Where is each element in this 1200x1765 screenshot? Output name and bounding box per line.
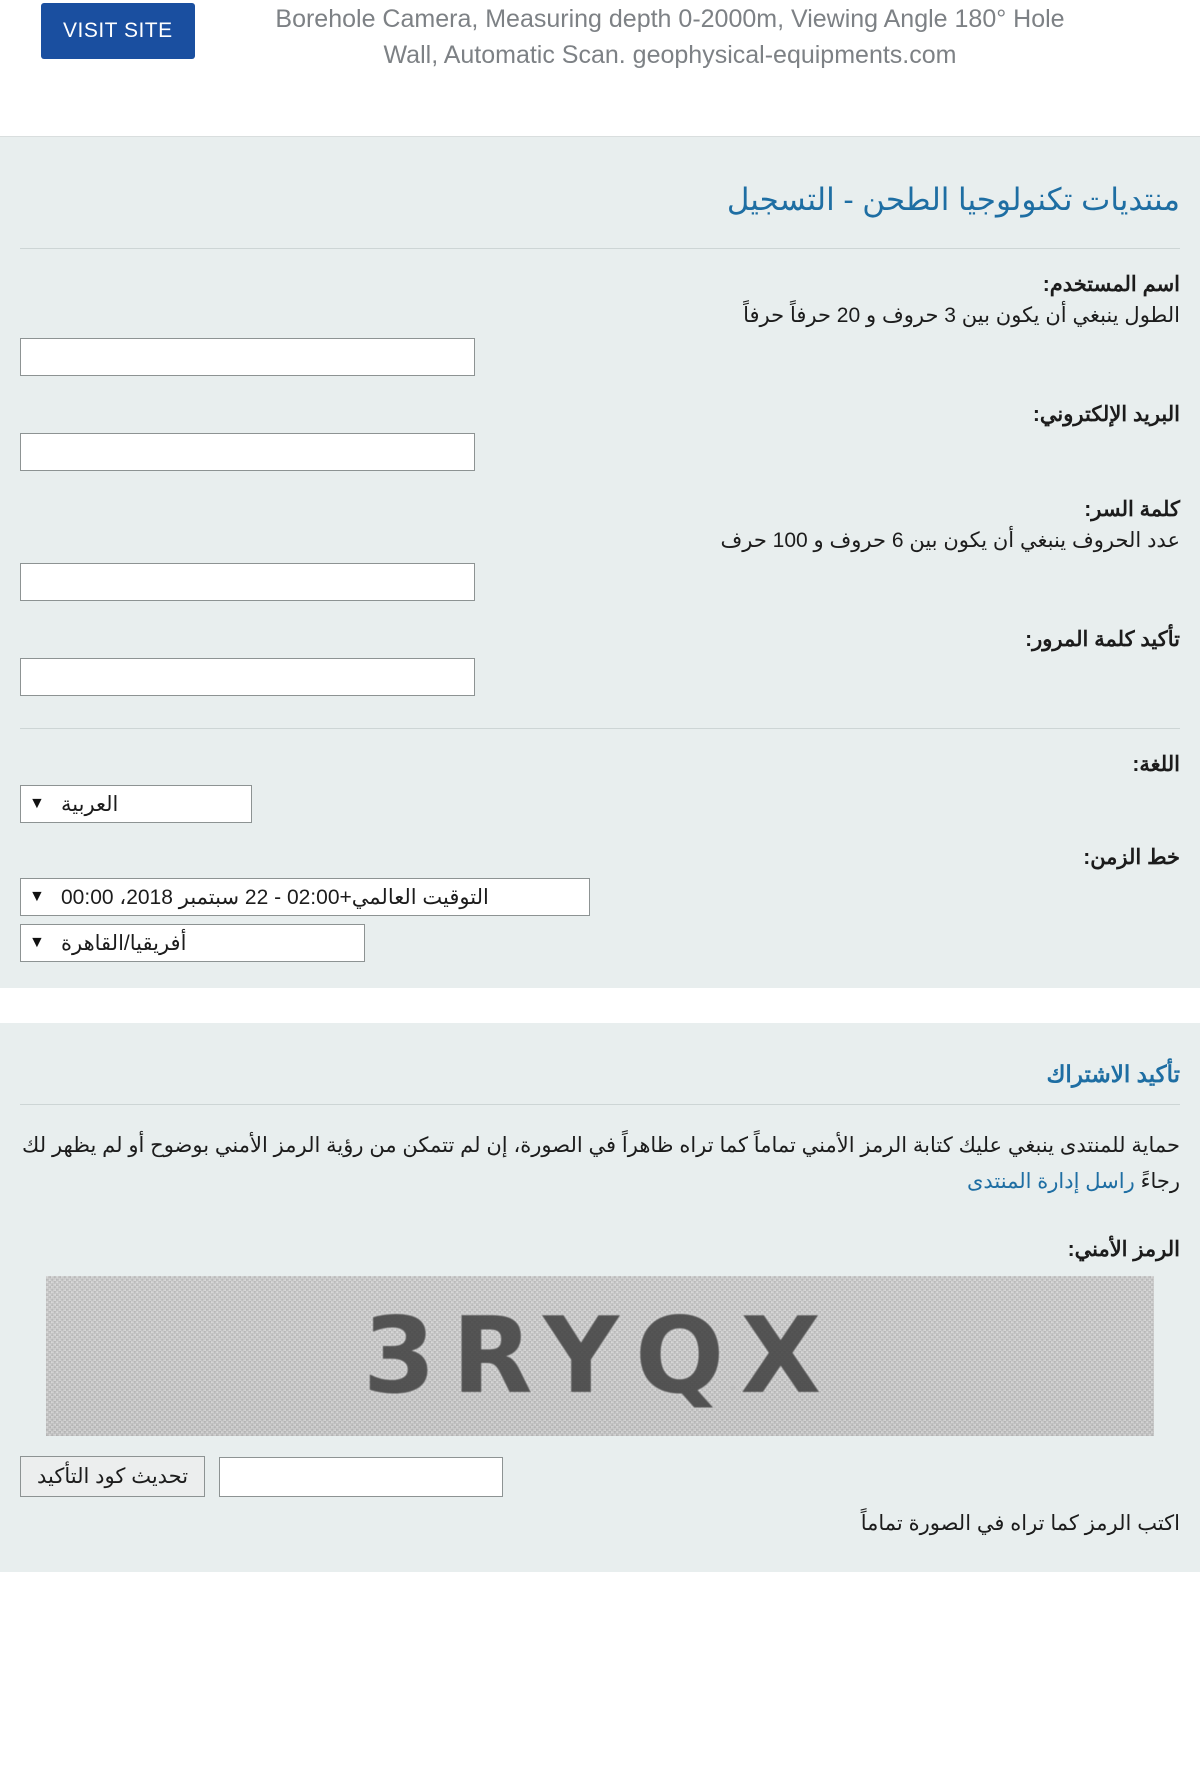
username-input[interactable] xyxy=(20,338,475,376)
page-title: منتديات تكنولوجيا الطحن - التسجيل xyxy=(726,182,1180,217)
field-password xyxy=(20,475,1180,601)
timezone-label: خط الزمن: xyxy=(1083,846,1180,869)
field-email xyxy=(20,380,1180,471)
confirmation-text: حماية للمنتدى ينبغي عليك كتابة الرمز الأمني تماماً كما تراه ظاهراً في الصورة، إن لم تتمكن من رؤية الرمز الأمني بوضوح أو لم يظهر لك رجاءً xyxy=(22,1134,1180,1193)
captcha-hint: اكتب الرمز كما تراه في الصورة تماماً xyxy=(860,1512,1180,1536)
confirmation-panel xyxy=(0,1022,1200,1572)
divider-confirm xyxy=(20,1104,1180,1106)
chevron-down-icon: ▼ xyxy=(29,934,45,951)
captcha-image xyxy=(46,1276,1154,1436)
field-password-confirm xyxy=(20,605,1180,696)
timezone-select[interactable] xyxy=(20,878,590,916)
field-timezone xyxy=(20,823,1180,988)
chevron-down-icon: ▼ xyxy=(29,888,45,905)
username-hint: الطول ينبغي أن يكون بين 3 حروف و 20 حرفاً حرفاً xyxy=(743,304,1180,327)
password-input[interactable] xyxy=(20,563,475,601)
email-input[interactable] xyxy=(20,433,475,471)
language-label: اللغة: xyxy=(1132,753,1180,776)
timezone-select-value: التوقيت العالمي+02:00 - 22 سبتمبر 2018، 00:00 xyxy=(61,885,489,909)
password-label: كلمة السر: xyxy=(1084,498,1180,521)
refresh-captcha-button[interactable]: تحديث كود التأكيد xyxy=(20,1456,205,1497)
captcha-label: الرمز الأمني: xyxy=(1067,1238,1180,1262)
captcha-input[interactable] xyxy=(219,1457,503,1497)
email-label: البريد الإلكتروني: xyxy=(1032,403,1180,426)
visit-site-button[interactable]: VISIT SITE xyxy=(41,3,195,59)
password-hint: عدد الحروف ينبغي أن يكون بين 6 حروف و 100 حرف xyxy=(720,529,1180,552)
field-username xyxy=(20,250,1180,376)
password-confirm-label: تأكيد كلمة المرور: xyxy=(1025,628,1180,651)
timezone-city-value: أفريقيا/القاهرة xyxy=(61,931,187,955)
captcha-controls xyxy=(20,1456,1180,1497)
username-label: اسم المستخدم: xyxy=(1042,273,1180,296)
timezone-city-select[interactable] xyxy=(20,924,365,962)
ad-description[interactable]: Borehole Camera, Measuring depth 0-2000m, Viewing Angle 180° Hole Wall, Automatic Scan. geophysical-equipments.com xyxy=(275,5,1065,69)
contact-admin-link[interactable]: راسل إدارة المنتدى xyxy=(966,1169,1135,1193)
language-select[interactable] xyxy=(20,785,252,823)
language-select-value: العربية xyxy=(61,792,119,816)
field-language xyxy=(20,730,1180,823)
chevron-down-icon: ▼ xyxy=(29,795,45,812)
captcha-code-text: 3RYQX xyxy=(362,1295,838,1418)
section-gap xyxy=(0,988,1200,1004)
password-confirm-input[interactable] xyxy=(20,658,475,696)
confirmation-description xyxy=(20,1128,1180,1199)
registration-panel xyxy=(0,137,1200,988)
ad-banner xyxy=(0,0,1200,137)
confirmation-title: تأكيد الاشتراك xyxy=(1046,1061,1180,1087)
